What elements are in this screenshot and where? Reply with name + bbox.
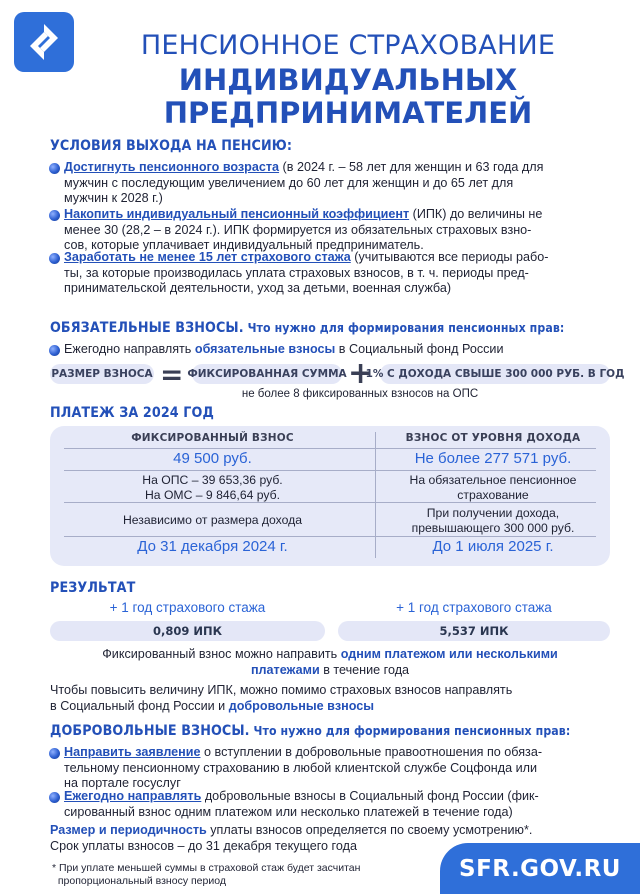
- table-divider: [64, 448, 596, 449]
- income-purpose: [376, 473, 610, 502]
- bullet-icon: [49, 253, 60, 264]
- condition-exp-l2: ты, за которые производилась уплата страховых взносов, в т. ч. периоды пред-: [64, 265, 529, 280]
- fixed-payment-note: [50, 647, 610, 678]
- sfr-logo-icon: [14, 12, 74, 72]
- voluntary-item-annual: [64, 789, 610, 820]
- website-link[interactable]: SFR.GOV.RU: [440, 843, 640, 894]
- bullet-icon: [49, 163, 60, 174]
- voluntary-size-bold: Размер и периодичность: [50, 823, 207, 837]
- condition-age-l2: мужчин с последующим увеличением до 60 лет для женщин и до 65 лет для: [64, 175, 514, 190]
- fixed-oms: На ОМС – 9 846,64 руб.: [144, 487, 280, 502]
- col-income-header: ВЗНОС ОТ УРОВНЯ ДОХОДА: [405, 432, 581, 444]
- result-left-ipk: 0,809 ИПК: [50, 621, 325, 641]
- mandatory-line-suffix: в Социальный фонд России: [335, 342, 504, 356]
- bullet-icon: [49, 792, 60, 803]
- fixed-ops-oms: [50, 473, 375, 502]
- result-left-experience: + 1 год страхового стажа: [109, 600, 266, 615]
- increase-l2-bold: добровольные взносы: [228, 698, 375, 713]
- income-deadline: До 1 июля 2025 г.: [432, 538, 554, 555]
- bullet-icon: [49, 748, 60, 759]
- condition-age-bold: Достигнуть пенсионного возраста: [64, 160, 280, 174]
- mandatory-subheading: Что нужно для формирования пенсионных прав:: [243, 320, 565, 335]
- footnote-l1: * При уплате меньшей суммы в страховой стаж будет засчитан: [52, 862, 361, 874]
- mandatory-line-prefix: Ежегодно направлять: [64, 342, 195, 356]
- increase-l1: Чтобы повысить величину ИПК, можно помимо страховых взносов направлять: [50, 683, 513, 697]
- voluntary-annual-l2: сированный взнос одним платежом или несколько платежей в течение года): [64, 804, 513, 819]
- result-right-ipk: 5,537 ИПК: [338, 621, 610, 641]
- footnote: [52, 862, 412, 887]
- result-right-experience: + 1 год страхового стажа: [396, 600, 552, 615]
- voluntary-deadline: Срок уплаты взносов – до 31 декабря текущего года: [50, 838, 357, 853]
- voluntary-heading-main: ДОБРОВОЛЬНЫЕ ВЗНОСЫ.: [50, 723, 250, 739]
- fixed-note-suffix: в течение года: [319, 662, 410, 677]
- condition-exp-l1: (учитываются все периоды рабо-: [350, 250, 549, 264]
- footnote-l2: пропорциональный взносу период: [57, 874, 226, 887]
- bullet-icon: [49, 345, 60, 356]
- condition-item-experience: [64, 250, 610, 297]
- formula-fixed-sum: ФИКСИРОВАННАЯ СУММА: [192, 364, 342, 384]
- mandatory-line-bold: обязательные взносы: [194, 342, 336, 356]
- formula-contribution-size: РАЗМЕР ВЗНОСА: [50, 364, 154, 384]
- increase-ipk-note: [50, 683, 610, 714]
- result-heading: РЕЗУЛЬТАТ: [50, 580, 136, 596]
- increase-l2-prefix: в Социальный фонд России и: [50, 698, 229, 713]
- fixed-condition: Независимо от размера дохода: [122, 513, 303, 527]
- voluntary-heading: [50, 723, 570, 739]
- formula-equals: =: [160, 358, 184, 391]
- condition-exp-bold: Заработать не менее 15 лет страхового стажа: [64, 250, 351, 264]
- table-divider: [64, 536, 596, 537]
- payment-heading: ПЛАТЕЖ ЗА 2024 ГОД: [50, 405, 214, 421]
- voluntary-annual-l1: добровольные взносы в Социальный фонд России (фик-: [201, 789, 539, 803]
- mandatory-heading: [50, 320, 564, 336]
- title-line-3: ПРЕДПРИНИМАТЕЛЕЙ: [163, 96, 533, 130]
- formula-plus: +: [348, 356, 374, 391]
- income-condition-l2: превышающего 300 000 руб.: [411, 520, 575, 535]
- title-line-1: ПЕНСИОННОЕ СТРАХОВАНИЕ: [140, 30, 556, 61]
- col-fixed-header: ФИКСИРОВАННЫЙ ВЗНОС: [131, 432, 294, 444]
- fixed-deadline: До 31 декабря 2024 г.: [137, 538, 288, 555]
- voluntary-app-l2: тельному пенсионному страхованию в любой клиентской службе Соцфонда или: [64, 760, 537, 775]
- conditions-heading: УСЛОВИЯ ВЫХОДА НА ПЕНСИЮ:: [50, 138, 293, 154]
- voluntary-annual-bold: Ежегодно направлять: [64, 789, 202, 803]
- fixed-amount: 49 500 руб.: [173, 450, 252, 467]
- voluntary-app-bold: Направить заявление: [64, 745, 201, 759]
- voluntary-item-application: [64, 745, 610, 792]
- condition-exp-l3: принимательской деятельности, уход за детьми, военная служба): [64, 281, 452, 295]
- payment-table: [50, 426, 610, 566]
- condition-age-l1: (в 2024 г. – 58 лет для женщин и 63 года для: [279, 160, 544, 174]
- fixed-note-prefix: Фиксированный взнос можно направить: [102, 647, 341, 661]
- title-line-2: ИНДИВИДУАЛЬНЫХ: [178, 63, 518, 97]
- condition-item-age: [64, 160, 610, 207]
- income-amount: Не более 277 571 руб.: [414, 450, 572, 467]
- fixed-note-bold2: платежами: [250, 662, 320, 677]
- condition-item-ipk: [64, 207, 610, 254]
- voluntary-app-l1: о вступлении в добровольные правоотношения по обяза-: [200, 745, 543, 759]
- condition-age-l3: мужчин к 2028 г.): [64, 191, 163, 205]
- voluntary-subheading: Что нужно для формирования пенсионных прав:: [249, 723, 571, 738]
- condition-ipk-bold: Накопить индивидуальный пенсионный коэффициент: [64, 207, 410, 221]
- condition-ipk-l2: менее 30 (28,2 – в 2024 г.). ИПК формируется из обязательных страховых взно-: [64, 222, 532, 237]
- table-divider: [64, 470, 596, 471]
- fixed-note-bold1: одним платежом или несколькими: [340, 647, 558, 661]
- fixed-ops: На ОПС – 39 653,36 руб.: [142, 473, 283, 487]
- table-divider: [64, 502, 596, 503]
- mandatory-line: [64, 342, 610, 358]
- condition-ipk-l3: сов, которые уплачивает индивидуальный предприниматель.: [64, 238, 424, 252]
- mandatory-heading-main: ОБЯЗАТЕЛЬНЫЕ ВЗНОСЫ.: [50, 320, 244, 336]
- condition-ipk-l1: (ИПК) до величины не: [409, 207, 543, 221]
- income-purpose-l1: На обязательное пенсионное: [409, 473, 577, 487]
- voluntary-size-rest: уплаты взносов определяется по своему усмотрению*.: [206, 823, 533, 837]
- income-purpose-l2: страхование: [457, 487, 529, 502]
- income-condition: [376, 506, 610, 535]
- formula-income-percent: 1% С ДОХОДА СВЫШЕ 300 000 РУБ. В ГОД: [380, 364, 610, 384]
- bullet-icon: [49, 210, 60, 221]
- formula-note: не более 8 фиксированных взносов на ОПС: [241, 388, 479, 400]
- income-condition-l1: При получении дохода,: [426, 506, 560, 520]
- voluntary-app-l3: на портале госуслуг: [64, 776, 181, 790]
